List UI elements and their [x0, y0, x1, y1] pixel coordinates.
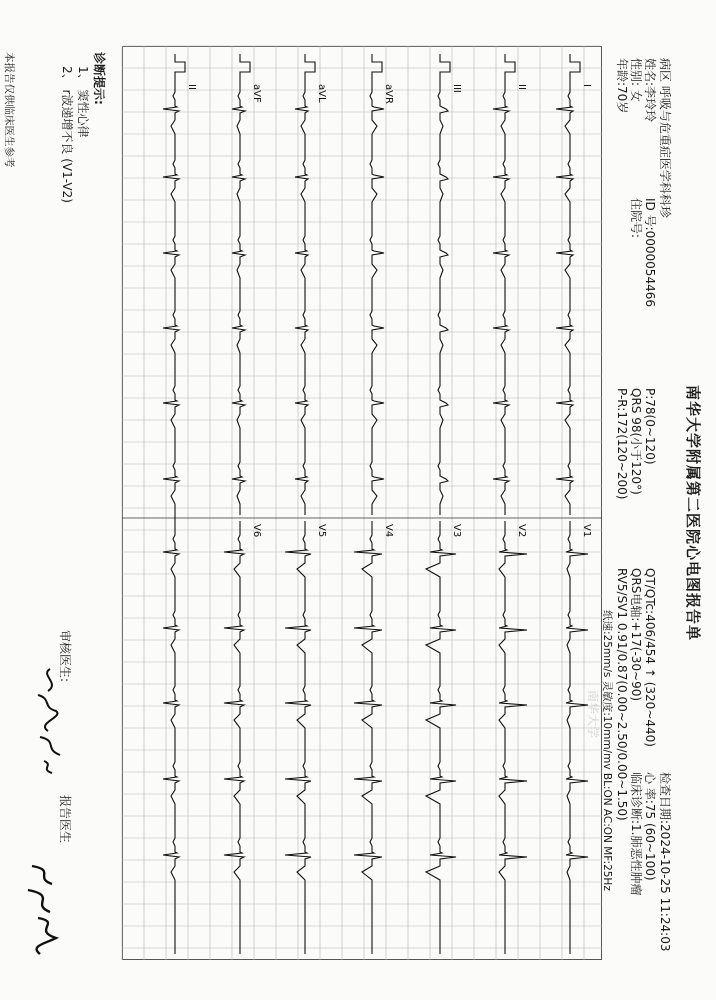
patient-sex-field: 性别: 女	[629, 58, 643, 102]
diagnosis-heading: 诊断提示:	[92, 52, 106, 105]
lead-label-v2: V2	[516, 524, 527, 538]
reviewer-signature	[30, 665, 70, 775]
lead-label-v6: V6	[251, 524, 262, 538]
lead-label-avr: aVR	[383, 84, 394, 104]
stamp-watermark: 南华大学	[586, 690, 600, 739]
p-wave-field: P:78(0~120)	[643, 388, 657, 465]
footer-note: 本报告仅供临床医生参考	[3, 52, 15, 168]
hospital-title: 南华大学附属第二医院心电图报告单	[684, 385, 702, 642]
lead-trace-v6	[224, 521, 244, 954]
exam-date-field: 检查日期:2024-10-25 11:24:03	[658, 772, 672, 952]
id-number-field: ID 号:0000054466	[643, 198, 657, 307]
patient-age-field: 年龄:70岁	[615, 58, 629, 114]
lead-trace-i	[556, 54, 580, 515]
lead-label-v1: V1	[581, 524, 592, 538]
qt-qtc-field: QT/QTc:406/454 ↑ (320~440)	[643, 568, 657, 747]
reporter-signature	[22, 860, 70, 960]
rv5-sv1-field: RV5/SV1 0.91/0.87(0.00~2.50/0.00~1.50)	[615, 568, 629, 821]
lead-label-v3: V3	[451, 524, 462, 538]
lead-trace-v2	[499, 521, 527, 954]
admission-number-field: 住院号:	[629, 198, 643, 239]
lead-label-rhythm-ii: II	[186, 84, 197, 90]
lead-label-avl: aVL	[316, 84, 327, 103]
patient-name-field: 姓名:李玲玲	[643, 58, 657, 123]
lead-trace-avr	[370, 54, 384, 515]
heart-rate-field: 心 率:75 (60~100)	[643, 772, 657, 881]
lead-trace-iii	[438, 54, 450, 515]
lead-label-v4: V4	[383, 524, 394, 538]
reporter-label: 报告医生	[58, 795, 72, 844]
diagnosis-item-1: 1、 窦性心律	[76, 66, 90, 138]
recording-settings: 纸速:25mm/s 灵敏度:10mm/mv BL:ON AC:ON MF:25Hz	[601, 610, 613, 891]
lead-trace-v1	[566, 521, 588, 954]
lead-trace-avf	[232, 54, 250, 515]
lead-label-ii: II	[516, 84, 527, 90]
reviewer-label: 审核医生:	[58, 630, 72, 683]
lead-label-iii: III	[451, 84, 462, 93]
qrs-axis-field: QRS电轴:+17(-30~90)	[629, 568, 643, 702]
clinical-diagnosis-field: 临床诊断:1.肺恶性肿瘤	[629, 772, 643, 896]
lead-trace-v3	[426, 521, 456, 954]
ward-field: 病区 呼吸与危重症医学科科珍	[658, 58, 672, 218]
lead-label-i: I	[581, 84, 592, 87]
pr-interval-field: P-R:172(120~200)	[615, 388, 629, 500]
lead-trace-v4	[354, 521, 382, 954]
lead-label-v5: V5	[316, 524, 327, 538]
ecg-grid	[122, 46, 602, 960]
qrs-duration-field: QRS 98(小于120°)	[629, 388, 643, 495]
lead-label-avf: aVF	[251, 84, 262, 103]
diagnosis-item-2: 2、 r波递增不良 (V1-V2)	[60, 66, 74, 203]
